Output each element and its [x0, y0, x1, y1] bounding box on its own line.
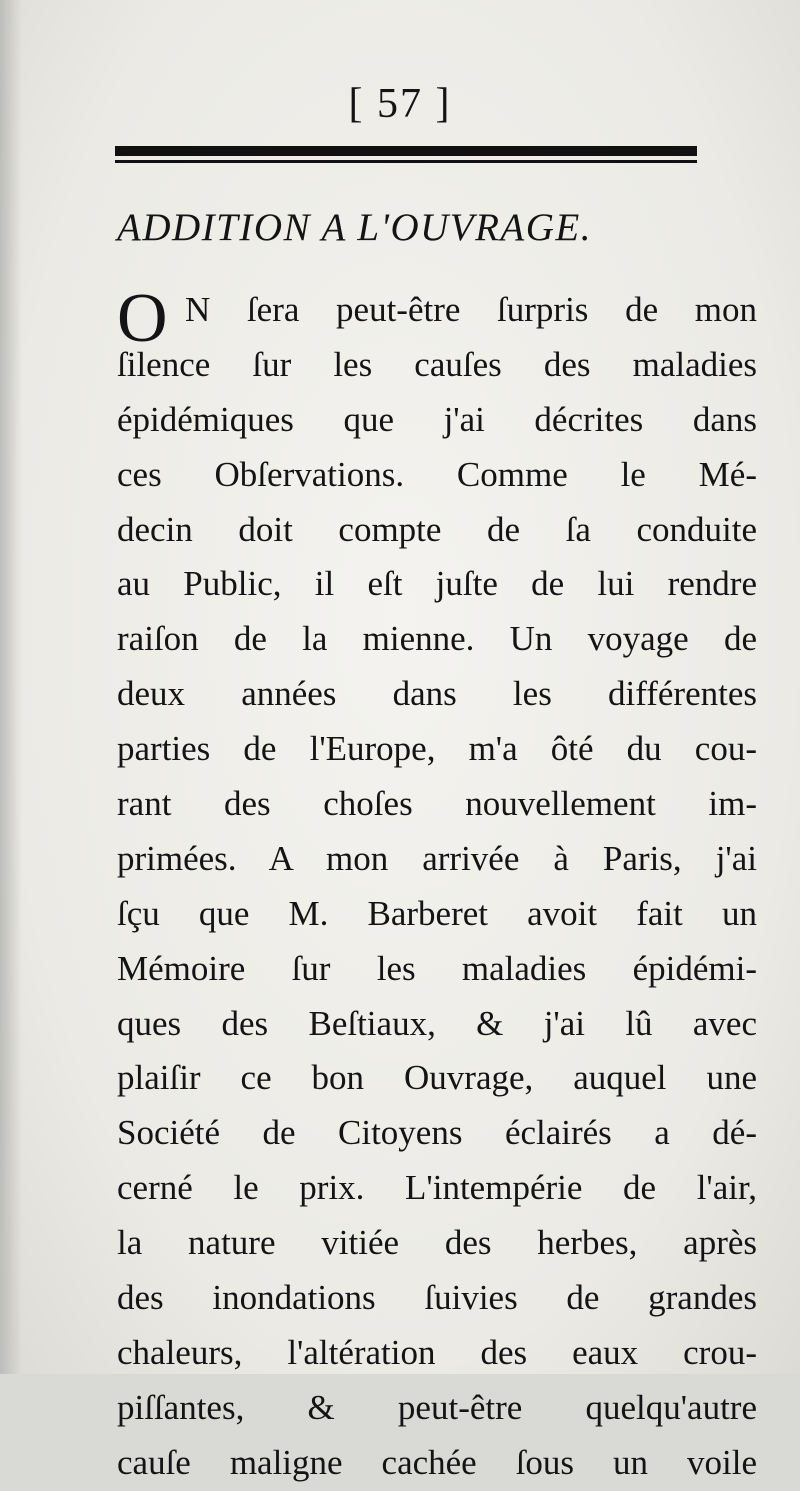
text-line: parties de l'Europe, m'a ôté du cou-	[117, 729, 757, 769]
text-line: rant des choſes nouvellement im-	[117, 784, 757, 824]
text-line: au Public, il eſt juſte de lui rendre	[117, 564, 757, 604]
text-line: des inondations ſuivies de grandes	[117, 1278, 757, 1318]
header-rule-thin	[115, 160, 697, 163]
text-line: raiſon de la mienne. Un voyage de	[117, 619, 757, 659]
text-line: Mémoire ſur les maladies épidémi-	[117, 948, 757, 988]
text-line: chaleurs, l'altération des eaux crou-	[117, 1332, 757, 1372]
text-line: deux années dans les différentes	[117, 674, 757, 714]
text-line: ques des Beſtiaux, & j'ai lû avec	[117, 1003, 757, 1043]
text-line: primées. A mon arrivée à Paris, j'ai	[117, 838, 757, 878]
text-line: Société de Citoyens éclairés a dé-	[117, 1113, 757, 1153]
text-line: cauſe maligne cachée ſous un voile	[117, 1442, 757, 1482]
page-number: [ 57 ]	[348, 81, 452, 127]
text-line: plaiſir ce bon Ouvrage, auquel une	[117, 1058, 757, 1098]
header-rule-thick	[115, 146, 697, 156]
text-line: épidémiques que j'ai décrites dans	[117, 399, 757, 439]
text-line: ſçu que M. Barberet avoit fait un	[117, 893, 757, 933]
text-line: N ſera peut-être ſurpris de mon	[185, 290, 757, 329]
text-line: la nature vitiée des herbes, après	[117, 1223, 757, 1263]
text-line: ſilence ſur les cauſes des maladies	[117, 344, 757, 384]
page-gutter-shadow	[0, 0, 22, 1374]
text-line: ces Obſervations. Comme le Mé-	[117, 454, 757, 494]
section-heading: ADDITION A L'OUVRAGE.	[117, 206, 592, 249]
text-line: cerné le prix. L'intempérie de l'air,	[117, 1168, 757, 1208]
text-line: decin doit compte de ſa conduite	[117, 509, 757, 549]
header-rule	[115, 146, 697, 166]
drop-cap: O	[117, 280, 168, 357]
body-text	[117, 280, 757, 1491]
text-line: piſſantes, & peut-être quelqu'autre	[117, 1387, 757, 1427]
